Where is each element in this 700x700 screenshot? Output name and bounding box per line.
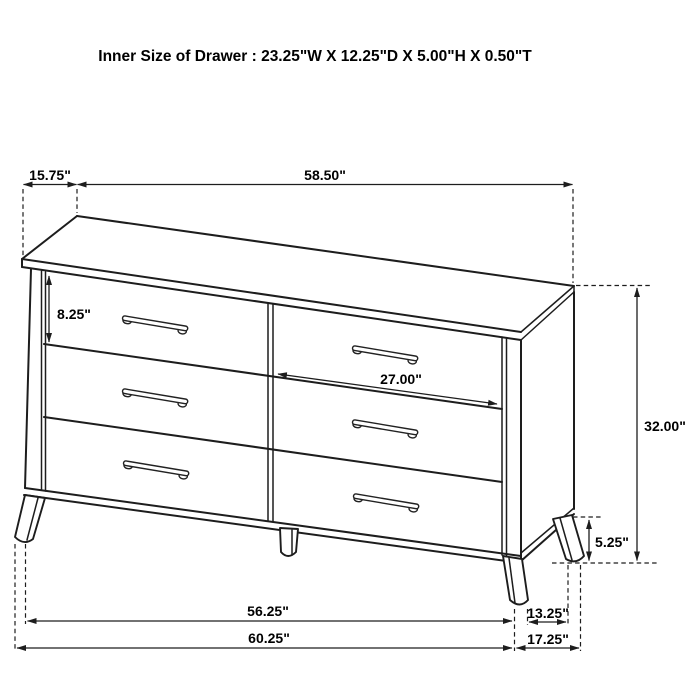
dim-label-side-leg-span: 13.25": [527, 605, 569, 621]
dim-drawer-width: [278, 371, 497, 404]
drawer-handle: [122, 316, 188, 335]
dim-top-drawer-height: [49, 276, 91, 342]
front-middle-leg: [280, 528, 298, 556]
drawer-handles: [122, 316, 419, 513]
dim-top-depth: [23, 167, 77, 257]
rear-right-leg: [553, 515, 584, 561]
dim-overall-width: [15, 544, 512, 651]
dim-label-front-width-inner: 56.25": [247, 603, 289, 619]
drawer-handle: [352, 346, 418, 365]
dim-top-width: [78, 167, 574, 283]
drawer-handle: [353, 494, 419, 513]
dim-label-top-depth: 15.75": [29, 167, 71, 183]
dim-label-overall-height: 32.00": [644, 418, 686, 434]
dim-label-top-width: 58.50": [304, 167, 346, 183]
dresser-front-face: [24, 269, 521, 563]
drawer-handle: [352, 420, 418, 439]
dresser-top-panel: [22, 216, 574, 340]
dresser-legs: [15, 495, 584, 605]
page-title: Inner Size of Drawer : 23.25"W X 12.25"D X 5.00"H X 0.50"T: [98, 48, 532, 65]
dim-label-overall-depth: 17.25": [527, 631, 569, 647]
dim-label-leg-height: 5.25": [595, 534, 629, 550]
dim-side-leg-span: [527, 565, 569, 625]
front-left-leg: [15, 495, 45, 542]
dim-label-drawer-width: 27.00": [380, 371, 422, 387]
front-right-leg: [503, 556, 528, 605]
drawer-handle: [123, 461, 189, 480]
dim-label-overall-width: 60.25": [248, 630, 290, 646]
drawer-handle: [122, 389, 188, 408]
dim-label-top-drawer-height: 8.25": [57, 306, 91, 322]
